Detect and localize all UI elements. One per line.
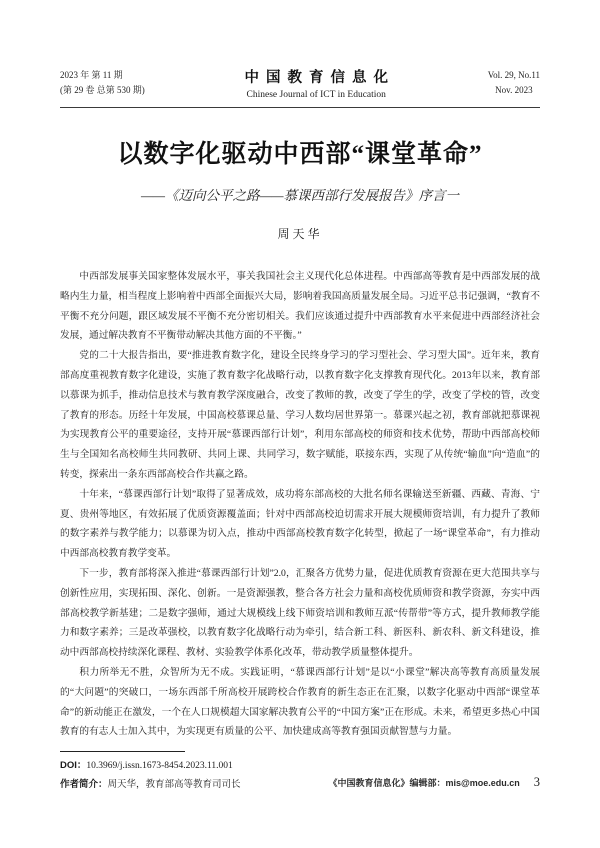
journal-title-block (145, 66, 488, 100)
issue-line1: 2023 年 第 11 期 (60, 70, 123, 80)
doi-label: DOI： (60, 760, 87, 772)
journal-title-chinese: 中国教育信息化 (244, 70, 395, 86)
article-title: 以数字化驱动中西部“课堂革命” (117, 141, 483, 168)
doi-value: 10.3969/j.issn.1673-8454.2023.11.001 (86, 761, 233, 772)
volume-line2: Nov. 2023 (495, 85, 533, 95)
body-paragraph-2: 党的二十大报告指出，要“推进教育数字化，建设全民终身学习的学习型社会、学习型大国”。近年来，教育部高度重视教育数字化建设，实施了教育数字化战略行动，以教育数字化支撑教育现代化。2013年以来，教育部以慕课为抓手，推动信息技术与教育教学深度融合，改变了教师的教，改变了学生的学，改变了学校的管，改变了教育的形态。历经十年发展，中国高校慕课总量、学习人数均居世界第一。慕课兴起之初，教育部就把慕课视为实现教育公平的重要途径，支持开展“慕课西部行计划”，利用东部高校的师资和技术优势，帮助中西部高校师生与全国知名高校师生共同教研、共同上课、共同学习，数字赋能，联接东西，实现了从传统“输血”向“造血”的转变，探索出一条东西部高校合作共赢之路。 (60, 350, 540, 480)
body-paragraph-1: 中西部发展事关国家整体发展水平，事关我国社会主义现代化总体进程。中西部高等教育是中西部发展的战略内生力量，相当程度上影响着中西部全面振兴大局，影响着我国高质量发展全局。习近平总书记强调，“教育不平衡不充分问题，跟区域发展不平衡不充分密切相关。我们应该通过提升中西部教育水平来促进中西部经济社会发展，通过解决教育不平衡带动解决其他方面的不平衡。” (60, 271, 540, 342)
volume-info (488, 68, 540, 98)
issue-line2: (第 29 卷 总第 530 期) (60, 85, 145, 95)
article-subtitle: ——《迈向公平之路——慕课西部行发展报告》序言一 (140, 188, 459, 203)
issue-info (60, 68, 145, 98)
body-paragraph-5: 积力所举无不胜，众智所为无不成。实践证明，“慕课西部行计划”是以“小课堂”解决高等教育高质量发展的“大问题”的突破口，一场东西部千所高校开展跨校合作教育的新生态正在汇聚，以数字化驱动中西部“课堂革命”的新动能正在激发，一个在人口规模超大国家解决教育公平的“中国方案”正在形成。未来，希望更多热心中国教育的有志人士加入其中，为实现更有质量的公平、加快建成高等教育强国贡献智慧与力量。 (60, 666, 540, 738)
footnote-divider (60, 751, 185, 752)
author-bio-value: 周天华，教育部高等教育司司长 (107, 779, 241, 790)
header-divider (60, 107, 540, 108)
article-author: 周天华 (277, 227, 323, 241)
doi-line (60, 757, 540, 776)
page-number: 3 (533, 775, 540, 789)
author-bio-label: 作者简介： (60, 778, 108, 790)
volume-line1: Vol. 29, No.11 (487, 70, 540, 80)
article-body (60, 267, 540, 742)
body-paragraph-3: 十年来，“慕课西部行计划”取得了显著成效，成功将东部高校的大批名师名课输送至新疆、西藏、青海、宁夏、贵州等地区，有效拓展了优质资源覆盖面；针对中西部高校迫切需求开展大规模师资培训，有力提升了教师的数字素养与教学能力；以慕课为切入点，推动中西部高校教育数字化转型，掀起了一场“课堂革命”，有力推动中西部高校教育教学变革。 (60, 488, 540, 560)
page-footer (328, 775, 540, 790)
journal-title-english: Chinese Journal of ICT in Education (246, 90, 386, 100)
body-paragraph-4: 下一步，教育部将深入推进“慕课西部行计划”2.0，汇聚各方优势力量，促进优质教育资源在更大范围共享与创新性应用，实现拓围、深化、创新。一是资源强教，整合各方社会力量和高校优质师资和教学资源，夯实中西部高校教学新基建；二是数字强师，通过大规模线上线下师资培训和教师互派“传帮带”等方式，提升教师教学能力和数字素养；三是改革强校，以教育数字化战略行动为牵引，结合新工科、新医科、新农科、新文科建设，推动中西部高校持续深化课程、教材、实验教学体系化改革，带动教学质量整体提升。 (60, 567, 540, 659)
editorial-contact: 《中国教育信息化》编辑部：mis@moe.edu.cn (328, 778, 520, 788)
journal-header (60, 66, 540, 100)
